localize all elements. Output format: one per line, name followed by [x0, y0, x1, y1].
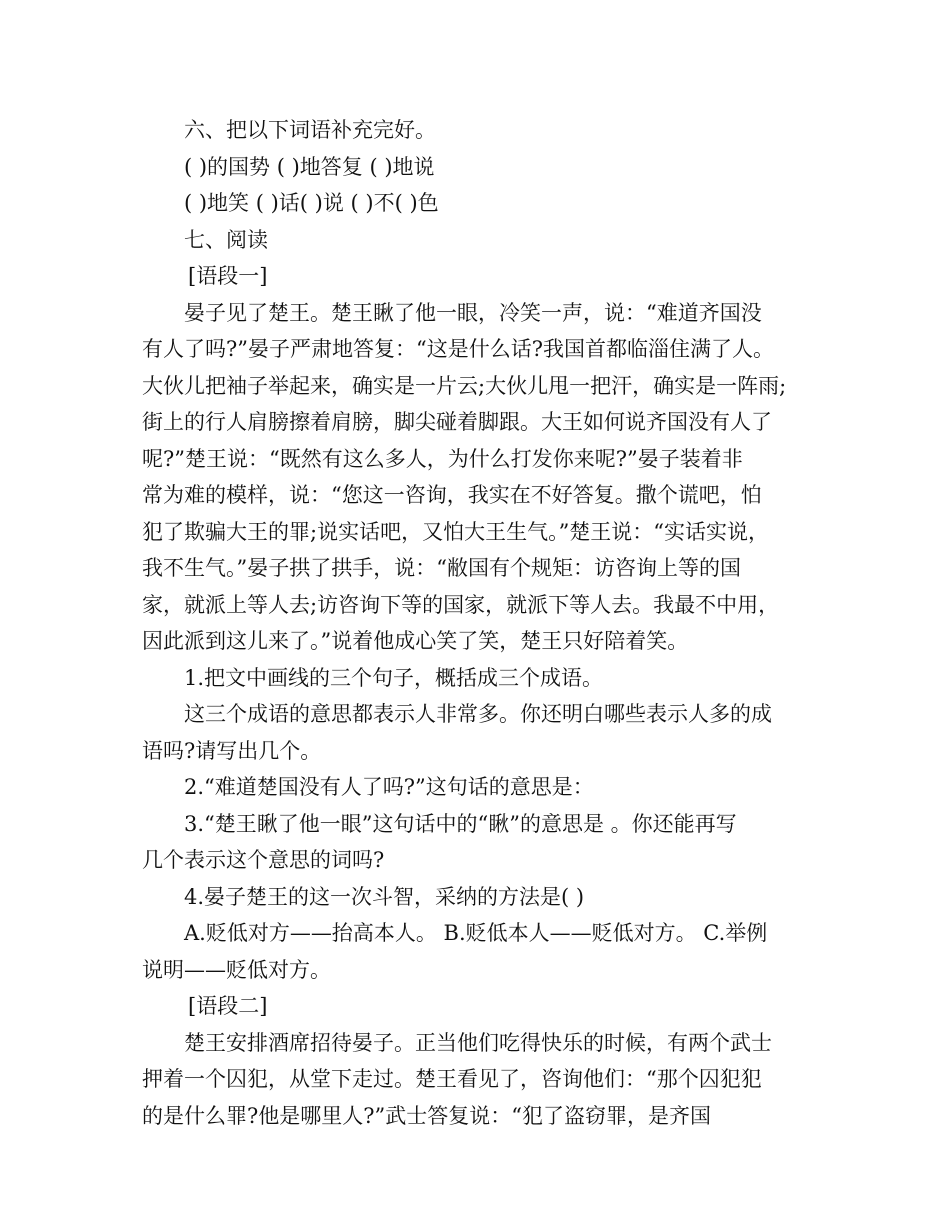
document-body — [142, 112, 822, 1134]
paragraph-line: 押着一个囚犯，从堂下走过。楚王看见了，咨询他们：“那个囚犯犯 — [142, 1067, 762, 1091]
question-line: 语吗?请写出几个。 — [142, 738, 322, 763]
paragraph-line: 呢?”楚王说：“既然有这么多人，为什么打发你来呢?”晏子装着非 — [142, 446, 743, 471]
text-line: ( )的国势 ( )地答复 ( )地说 — [184, 154, 435, 179]
question-line: 这三个成语的意思都表示人非常多。你还明白哪些表示人多的成 — [184, 702, 772, 726]
question-line: 2.“难道楚国没有人了吗?”这句话的意思是： — [184, 775, 594, 799]
paragraph-line: 常为难的模样，说：“您这一咨询，我实在不好答复。撒个谎吧，怕 — [142, 483, 762, 507]
question-line: 3.“楚王瞅了他一眼”这句话中的“瞅”的意思是 。你还能再写 — [184, 811, 737, 836]
text-line: ( )地笑 ( )话( )说 ( )不( )色 — [184, 191, 439, 215]
paragraph-line: 因此派到这儿来了。”说着他成心笑了笑，楚王只好陪着笑。 — [142, 629, 689, 653]
choice-line: A.贬低对方——抬高本人。 B.贬低本人——贬低对方。 C.举例 — [184, 921, 768, 945]
question-line: 1.把文中画线的三个句子，概括成三个成语。 — [184, 665, 604, 690]
paragraph-line: 街上的行人肩膀擦着肩膀，脚尖碰着脚跟。大王如何说齐国没有人了 — [142, 410, 772, 434]
question-line: 几个表示这个意思的词吗? — [142, 848, 385, 872]
paragraph-line: 楚王安排酒席招待晏子。正当他们吃得快乐的时候，有两个武士 — [184, 1030, 772, 1055]
paragraph-line: 家，就派上等人去;访咨询下等的国家，就派下等人去。我最不中用， — [142, 592, 780, 617]
paragraph-line: 的是什么罪?他是哪里人?”武士答复说：“犯了盗窃罪，是齐国 — [142, 1103, 711, 1128]
question-line: 4.晏子楚王的这一次斗智，采纳的方法是( ) — [184, 884, 585, 909]
section-heading-7: 七、阅读 — [184, 227, 268, 252]
passage-label: [语段二] — [188, 994, 268, 1018]
section-heading-6: 六、把以下词语补充完好。 — [184, 118, 436, 142]
choice-line: 说明——贬低对方。 — [142, 957, 331, 982]
passage-label: [语段一] — [188, 264, 268, 288]
paragraph-line: 晏子见了楚王。楚王瞅了他一眼，冷笑一声，说：“难道齐国没 — [184, 300, 762, 325]
paragraph-line: 大伙儿把袖子举起来，确实是一片云;大伙儿甩一把汗，确实是一阵雨; — [142, 373, 787, 398]
paragraph-line: 犯了欺骗大王的罪;说实话吧，又怕大王生气。”楚王说：“实话实说， — [142, 519, 770, 544]
paragraph-line: 我不生气。”晏子拱了拱手，说：“敝国有个规矩：访咨询上等的国 — [142, 556, 741, 580]
paragraph-line: 有人了吗?”晏子严肃地答复：“这是什么话?我国首都临淄住满了人。 — [142, 337, 774, 361]
